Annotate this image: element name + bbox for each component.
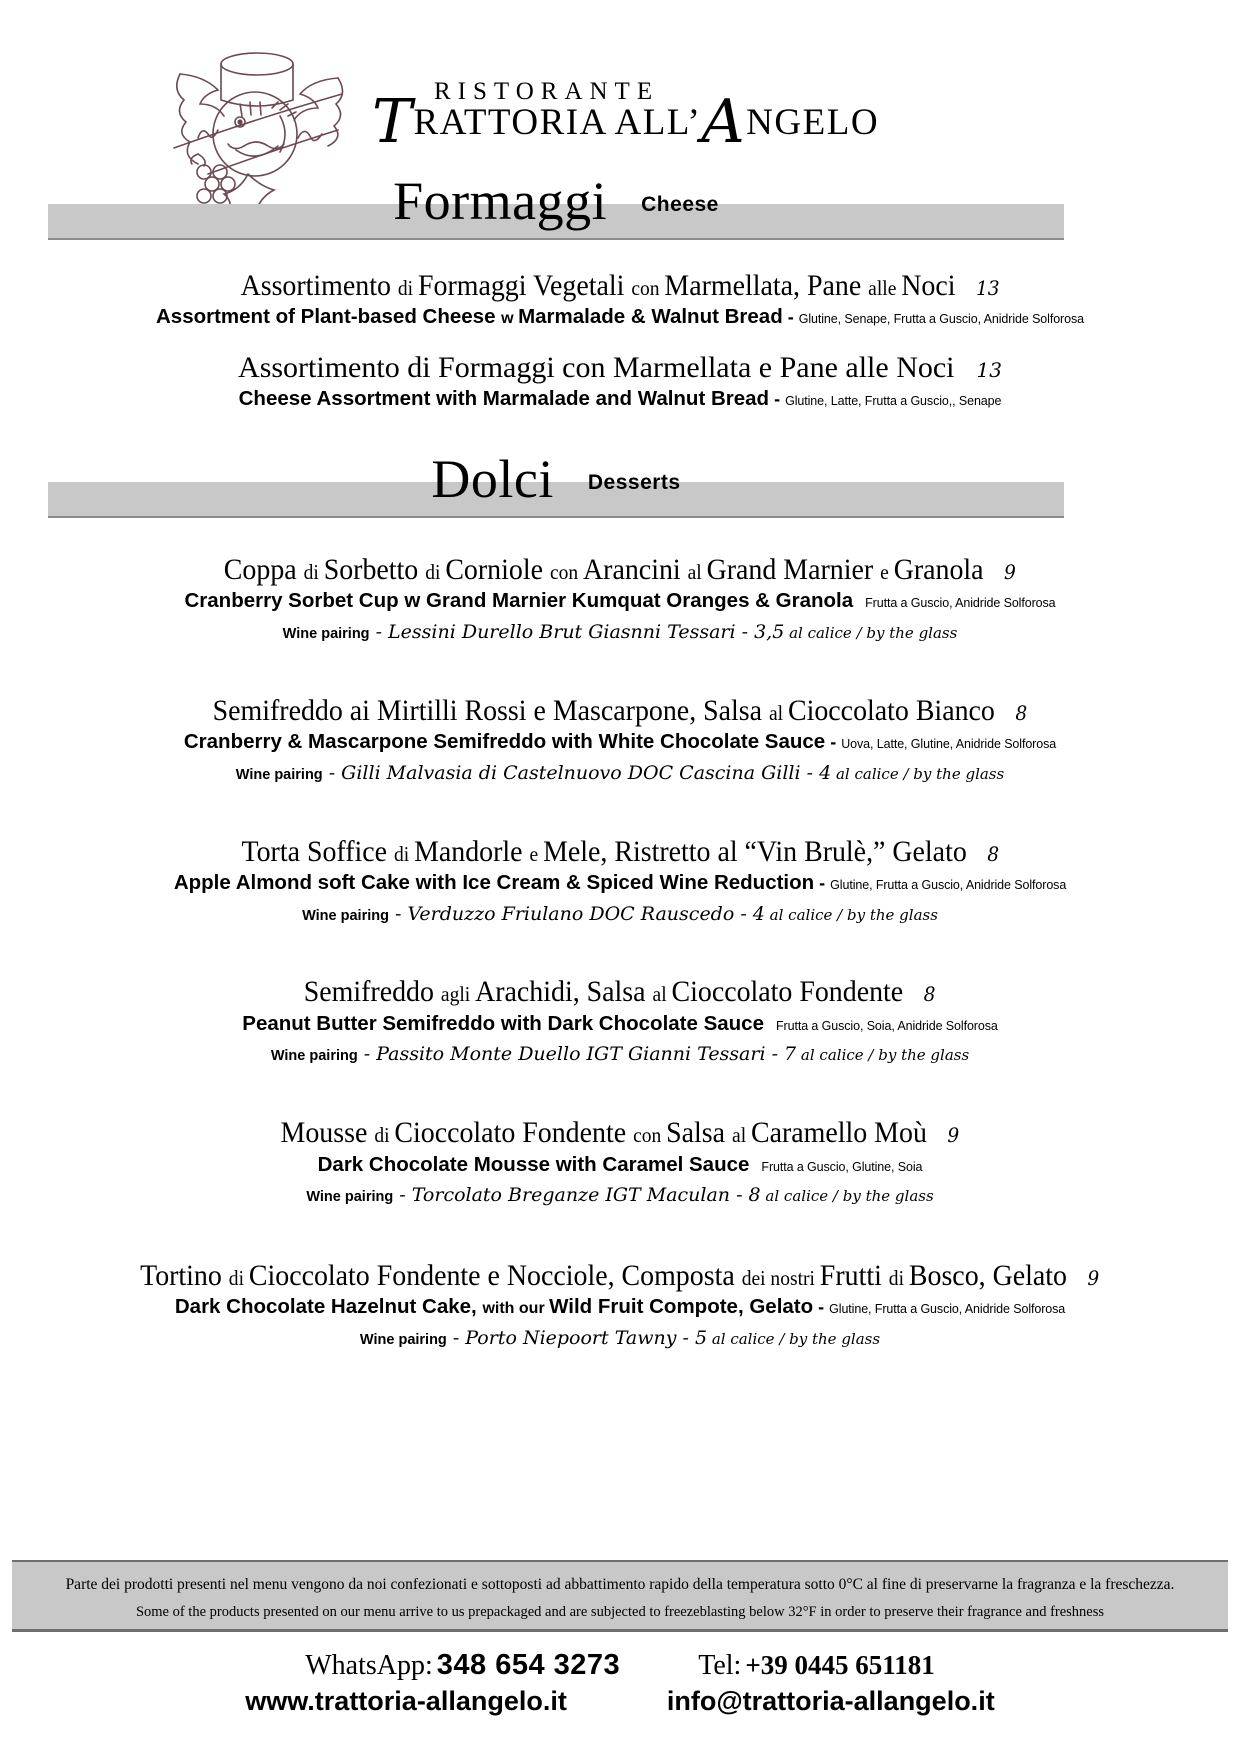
item-price: 8: [924, 982, 936, 1007]
wine-pairing-label: Wine pairing: [270, 1048, 358, 1065]
it-seg-sm: di: [374, 1123, 395, 1148]
dash-separator: -: [818, 1297, 825, 1318]
wine-dash: -: [388, 902, 408, 925]
brand-cap-t: T: [372, 86, 414, 157]
it-seg-sm: con: [633, 1123, 667, 1148]
en-seg: Dark Chocolate Hazelnut Cake,: [174, 1295, 483, 1319]
wine-glass-text: al calice / by the glass: [769, 905, 938, 924]
it-seg-sm: di: [303, 560, 324, 584]
wine-dash: -: [446, 1327, 466, 1350]
section-subtitle-desserts: Desserts: [587, 471, 681, 494]
en-seg: Plant-based Cheese: [300, 305, 502, 329]
it-seg: Bosco, Gelato: [909, 1259, 1068, 1293]
it-seg-sm: dei nostri: [742, 1266, 821, 1291]
item-allergens: Glutine, Latte, Frutta a Guscio,, Senape: [785, 394, 1002, 409]
it-seg: Formaggi Vegetali: [417, 269, 632, 302]
menu-item: [0, 1115, 1240, 1208]
item-title-en: [0, 729, 1240, 755]
item-title-en: [0, 1294, 1240, 1320]
it-seg: Caramello Moù: [751, 1116, 928, 1150]
whatsapp-number[interactable]: 348 654 3273: [436, 1649, 621, 1681]
it-seg: Salsa: [666, 1116, 733, 1150]
item-title-en: [0, 304, 1240, 330]
it-seg: Semifreddo: [304, 975, 442, 1009]
it-seg: Arachidi, Salsa: [475, 975, 653, 1009]
wine-name: Passito Monte Duello IGT Gianni Tessari: [376, 1043, 766, 1066]
brand-rattoria: RATTORIA ALL’: [413, 101, 702, 143]
disclaimer-italian: Parte dei prodotti presenti nel menu vengono da noi confezionati e sottoposti ad abbattimento rapido della temperatura sotto 0°C al fine di preservarne la fragranza e la freschezza.: [65, 1576, 1175, 1593]
wine-price: 4: [819, 761, 832, 784]
it-seg: Cioccolato Fondente e Nocciole, Composta: [249, 1259, 743, 1293]
wine-dash2: -: [676, 1327, 695, 1350]
wine-pairing: [0, 1327, 1240, 1351]
item-price: 13: [975, 276, 1000, 300]
wine-pairing: [0, 1043, 1240, 1067]
wine-dash: -: [369, 621, 389, 644]
wine-pairing-label: Wine pairing: [306, 1189, 394, 1206]
item-price: 9: [1087, 1266, 1100, 1291]
item-price: 9: [947, 1123, 960, 1148]
it-seg: Coppa: [223, 553, 304, 586]
dash-separator: -: [819, 873, 826, 894]
it-seg: Sorbetto: [323, 553, 426, 586]
it-seg: Mousse: [280, 1116, 375, 1150]
item-title-it: [0, 552, 1240, 587]
item-allergens: Glutine, Senape, Frutta a Guscio, Anidride Solforosa: [798, 312, 1084, 327]
wine-pairing: [0, 903, 1240, 927]
en-seg: Cranberry & Mascarpone Semifreddo with White Chocolate Sauce: [183, 730, 826, 754]
it-seg-sm: al: [687, 560, 707, 584]
it-seg: Marmellata, Pane: [664, 269, 869, 302]
it-seg-sm: di: [393, 841, 414, 866]
it-seg: Corniole: [445, 553, 551, 586]
wine-pairing: [0, 621, 1240, 645]
item-price: 8: [986, 841, 999, 866]
it-seg-sm: di: [229, 1266, 250, 1291]
wine-price: 7: [784, 1043, 797, 1066]
wine-price: 3,5: [754, 621, 785, 644]
item-title-it: [0, 834, 1240, 869]
contact-footer: [0, 1648, 1240, 1717]
wine-dash: -: [322, 761, 342, 784]
item-price: 13: [976, 358, 1002, 383]
item-title-it: [0, 1115, 1240, 1150]
section-title-formaggi: Formaggi: [393, 171, 608, 231]
menu-item: [0, 974, 1240, 1067]
it-seg: Cioccolato Fondente: [394, 1116, 634, 1150]
it-seg: Tortino: [140, 1259, 230, 1293]
en-seg: Assortment of: [156, 305, 301, 329]
item-title-it: [0, 350, 1240, 385]
wine-dash2: -: [735, 621, 755, 644]
item-title-en: [0, 386, 1240, 412]
wine-glass-text: al calice / by the glass: [800, 1046, 970, 1065]
brand-ngelo: NGELO: [746, 101, 880, 143]
dash-separator: -: [787, 307, 794, 328]
section-header-dolci: [48, 448, 1064, 510]
it-seg: Semifreddo ai Mirtilli Rossi e Mascarpone, Salsa: [212, 693, 770, 727]
wine-dash: -: [357, 1043, 377, 1066]
wine-glass-text: al calice / by the glass: [765, 1187, 934, 1206]
wine-name: Gilli Malvasia di Castelnuovo DOC Cascina Gilli: [341, 761, 801, 784]
website-link[interactable]: www.trattoria-allangelo.it: [245, 1686, 567, 1717]
en-seg: Peanut Butter Semifreddo with Dark Chocolate Sauce: [242, 1011, 764, 1035]
menu-item: [0, 552, 1240, 645]
tel-number[interactable]: +39 0445 651181: [745, 1650, 935, 1680]
it-seg: Frutti: [820, 1259, 890, 1293]
it-seg: Mandorle: [413, 834, 530, 868]
it-seg-sm: e: [529, 841, 543, 866]
item-title-it: [0, 268, 1240, 303]
it-seg: Cioccolato Fondente: [671, 975, 904, 1009]
it-seg-sm: con: [550, 560, 584, 584]
wine-pairing-label: Wine pairing: [235, 766, 323, 783]
it-seg-sm: al: [769, 700, 789, 725]
it-seg-sm: alle: [868, 276, 902, 300]
item-price: 8: [1015, 700, 1028, 725]
menu-item: [0, 350, 1240, 412]
item-allergens: Glutine, Frutta a Guscio, Anidride Solforosa: [829, 1302, 1066, 1317]
section-subtitle-cheese: Cheese: [641, 193, 719, 216]
it-seg: Mele, Ristretto al “Vin Brulè,” Gelato: [542, 834, 967, 868]
wine-dash: -: [393, 1184, 412, 1207]
wine-glass-text: al calice / by the glass: [789, 624, 958, 643]
it-seg: Arancini: [583, 553, 688, 586]
it-seg: Assortimento di Formaggi con Marmellata e Pane alle Noci: [238, 351, 955, 385]
formaggi-items: [0, 268, 1240, 412]
it-seg-sm: di: [425, 560, 446, 584]
item-title-it: [0, 1258, 1240, 1293]
section-header-formaggi: [48, 170, 1064, 232]
wine-name: Verduzzo Friulano DOC Rauscedo: [407, 902, 735, 925]
wine-glass-text: al calice / by the glass: [711, 1330, 881, 1349]
wine-pairing: [0, 1184, 1240, 1208]
wine-name: Porto Niepoort Tawny: [465, 1327, 677, 1350]
it-seg-sm: agli: [441, 982, 476, 1007]
dash-separator: -: [830, 732, 837, 753]
wine-price: 4: [752, 902, 765, 925]
wine-dash2: -: [730, 1184, 749, 1207]
it-seg-sm: di: [397, 276, 418, 300]
brand-ristorante: RISTORANTE: [434, 78, 660, 105]
brand-wordmark: [372, 78, 912, 157]
item-price: 9: [1004, 560, 1017, 584]
it-seg: Grand Marnier: [706, 553, 881, 586]
item-allergens: Frutta a Guscio, Soia, Anidride Solforosa: [776, 1018, 998, 1033]
item-allergens: Frutta a Guscio, Anidride Solforosa: [865, 596, 1056, 611]
it-seg: Cioccolato Bianco: [788, 693, 995, 727]
item-title-en: [0, 1152, 1240, 1178]
menu-item: [0, 1258, 1240, 1351]
en-seg-sm: with our: [482, 1300, 550, 1318]
en-seg: Apple Almond soft Cake with Ice Cream & Spiced Wine Reduction: [173, 871, 815, 895]
item-title-en: [0, 1011, 1240, 1037]
disclaimer-english: Some of the products presented on our menu arrive to us prepackaged and are subjected to freezeblasting below 32°F in order to preserve their fragrance and freshness: [135, 1604, 1105, 1621]
it-seg: Granola: [893, 553, 984, 586]
wine-price: 8: [748, 1184, 761, 1207]
brand-cap-a: A: [701, 86, 747, 157]
item-allergens: Frutta a Guscio, Glutine, Soia: [761, 1159, 923, 1174]
wine-price: 5: [694, 1327, 708, 1350]
item-allergens: Glutine, Frutta a Guscio, Anidride Solforosa: [830, 878, 1067, 893]
contact-web-row: [0, 1686, 1240, 1717]
tel-label: Tel:: [698, 1650, 742, 1681]
en-seg: Wild Fruit Compote, Gelato: [549, 1295, 814, 1319]
it-seg: Noci: [901, 269, 956, 302]
item-title-en: [0, 870, 1240, 896]
wine-dash2: -: [800, 761, 820, 784]
en-seg: Cheese Assortment with Marmalade and Walnut Bread: [238, 387, 770, 411]
wine-glass-text: al calice / by the glass: [835, 764, 1005, 783]
en-seg: Dark Chocolate Mousse with Caramel Sauce: [317, 1152, 750, 1176]
contact-phone-row: [0, 1648, 1240, 1682]
wine-pairing-label: Wine pairing: [302, 907, 389, 924]
it-seg-sm: al: [652, 982, 672, 1007]
wine-pairing: [0, 762, 1240, 786]
dash-separator: -: [774, 389, 781, 410]
it-seg-sm: e: [880, 560, 894, 584]
it-seg: Torta Soffice: [241, 834, 394, 868]
en-seg: Marmalade & Walnut Bread: [518, 305, 783, 329]
wine-pairing-label: Wine pairing: [359, 1332, 447, 1349]
wine-dash2: -: [765, 1043, 785, 1066]
wine-dash2: -: [734, 902, 753, 925]
item-title-it: [0, 693, 1240, 728]
freezing-disclaimer: [12, 1560, 1228, 1632]
menu-item: [0, 693, 1240, 786]
item-title-en: [0, 588, 1240, 614]
it-seg: Assortimento: [240, 269, 398, 302]
wine-name: Torcolato Breganze IGT Maculan: [411, 1184, 731, 1207]
whatsapp-label: WhatsApp:: [305, 1650, 433, 1681]
menu-item: [0, 268, 1240, 330]
en-seg: Cranberry Sorbet Cup w Grand Marnier Kumquat Oranges & Granola: [184, 589, 854, 613]
it-seg-sm: al: [732, 1123, 752, 1148]
menu-item: [0, 834, 1240, 927]
it-seg-sm: con: [631, 276, 665, 300]
wine-pairing-label: Wine pairing: [282, 626, 370, 643]
email-link[interactable]: info@trattoria-allangelo.it: [666, 1686, 995, 1717]
en-seg-sm: w: [501, 310, 519, 328]
wine-name: Lessini Durello Brut Giasnni Tessari: [388, 621, 736, 644]
item-allergens: Uova, Latte, Glutine, Anidride Solforosa: [841, 737, 1057, 752]
item-title-it: [0, 974, 1240, 1009]
it-seg-sm: di: [889, 1266, 910, 1291]
dolci-items: [0, 552, 1240, 1351]
section-title-dolci: Dolci: [431, 449, 554, 509]
